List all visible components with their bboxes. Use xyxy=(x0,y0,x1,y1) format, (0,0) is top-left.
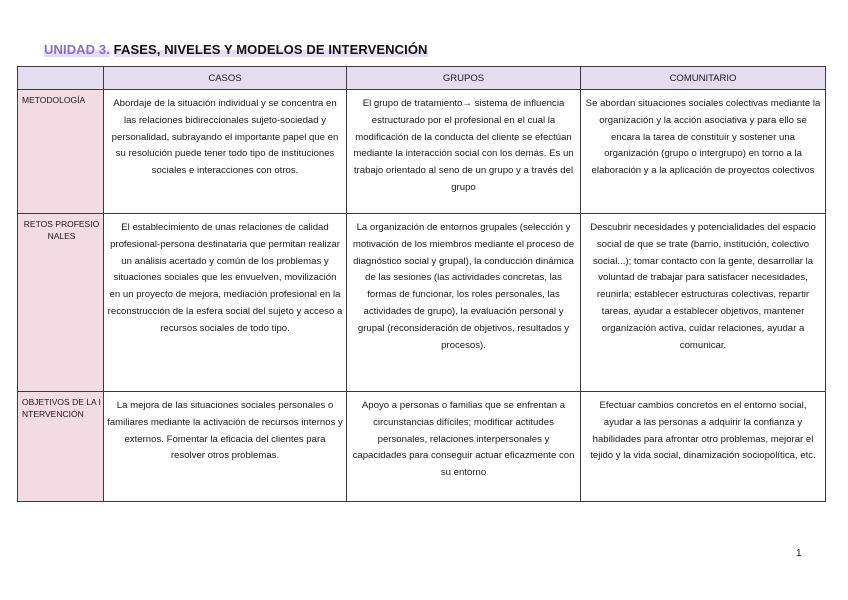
column-header-comunitario: COMUNITARIO xyxy=(581,67,826,90)
cell-objetivos-grupos: Apoyo a personas o familias que se enfrentan a circunstancias difíciles; modificar actitudes personales, relaciones interpersonales y capacidades para conseguir actuar eficazmente con su entorno xyxy=(347,392,581,502)
table-header-row xyxy=(18,67,826,90)
cell-metodologia-comunitario: Se abordan situaciones sociales colectivas mediante la organización y la acción asociativa y para ello se encara la tarea de constituir y sostener una organización (grupo o intergrupo) en torno a la elaboración y a la aplicación de proyectos colectivos xyxy=(581,90,826,214)
cell-objetivos-comunitario: Efectuar cambios concretos en el entorno social, ayudar a las personas a adquirir la confianza y habilidades para afrontar otro problemas, mejorar el tejido y la vida social, dinamización sociopolítica, etc. xyxy=(581,392,826,502)
unit-label: UNIDAD 3. xyxy=(44,42,110,57)
table-row-objetivos xyxy=(18,392,826,502)
cell-metodologia-grupos: El grupo de tratamiento→ sistema de influencia estructurado por el profesional en el cual la modificación de la conducta del cliente se efectúan mediante la interacción social con los demás. Es un trabajo orientado al seno de un grupo y a través del grupo xyxy=(347,90,581,214)
cell-retos-comunitario: Descubrir necesidades y potencialidades del espacio social de que se trate (barrio, institución, colectivo social...); tomar contacto con la gente, desarrollar la voluntad de trabajar para satisfacer necesidades, reunirla; establecer estructuras colectivas, repartir tareas, ayudar a establecer objetivos, mantener organización activa, cuidar relaciones, ayudar a comunicar. xyxy=(581,214,826,392)
title-text: FASES, NIVELES Y MODELOS DE INTERVENCIÓN xyxy=(113,42,428,57)
cell-retos-grupos: La organización de entornos grupales (selección y motivación de los miembros mediante el proceso de diagnóstico social y grupal), la conducción dinámica de las sesiones (las actividades concretas, las formas de funcionar, los roles personales, las actividades de grupo), la evaluación personal y grupal (reconsideración de objetivos, resultados y procesos). xyxy=(347,214,581,392)
row-header-retos: RETOS PROFESIONALES xyxy=(18,214,104,392)
intervention-table xyxy=(17,66,826,502)
row-header-metodologia: METODOLOGÍA xyxy=(18,90,104,214)
page-title xyxy=(44,42,428,57)
row-header-objetivos: OBJETIVOS DE LA INTERVENCIÓN xyxy=(18,392,104,502)
column-header-casos: CASOS xyxy=(104,67,347,90)
cell-objetivos-casos: La mejora de las situaciones sociales personales o familiares mediante la activación de recursos internos y externos. Fomentar la eficacia del clientes para resolver otros problemas. xyxy=(104,392,347,502)
corner-cell xyxy=(18,67,104,90)
cell-metodologia-casos: Abordaje de la situación individual y se concentra en las relaciones bidireccionales sujeto-sociedad y personalidad, subrayando el importante papel que en su resolución puede tener todo tipo de instituciones sociales e interacciones con otros. xyxy=(104,90,347,214)
cell-retos-casos: El establecimiento de unas relaciones de calidad profesional-persona destinataria que permitan realizar un análisis acertado y común de los problemas y situaciones sociales que les envuelven, movilización en un proyecto de mejora, mediación profesional en la reconstrucción de la esfera social del sujeto y acceso a recursos sociales de todo tipo. xyxy=(104,214,347,392)
table-row-retos xyxy=(18,214,826,392)
column-header-grupos: GRUPOS xyxy=(347,67,581,90)
page-number: 1 xyxy=(796,548,802,559)
table-row-metodologia xyxy=(18,90,826,214)
